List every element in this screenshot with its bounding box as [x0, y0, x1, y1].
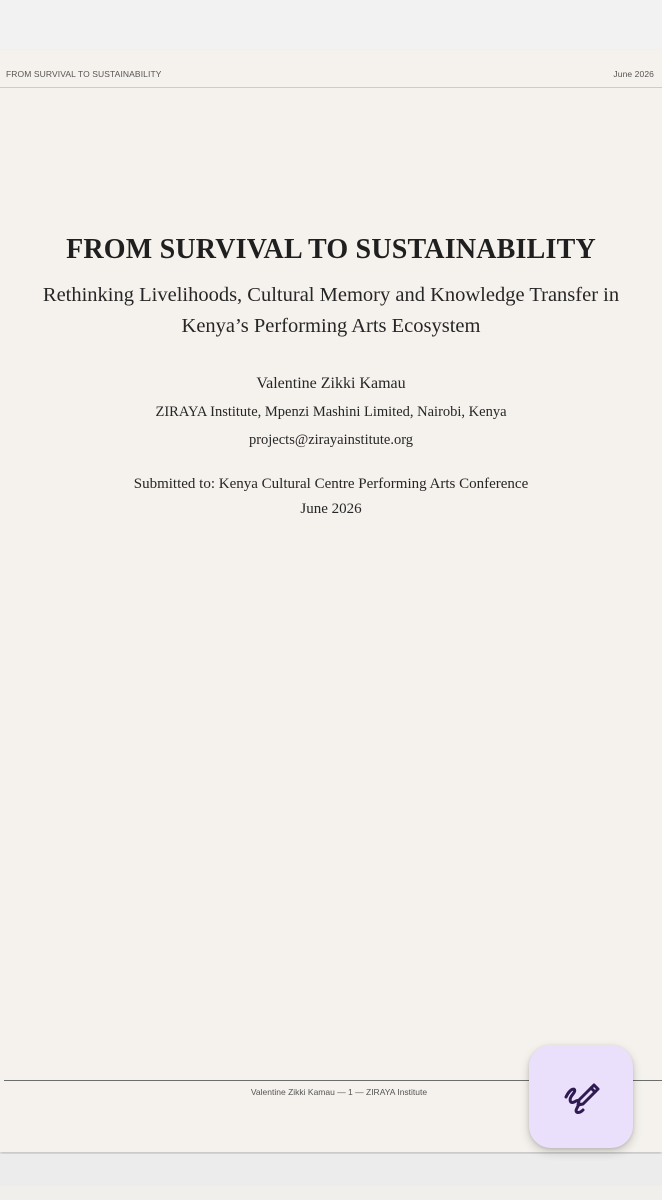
author-email: projects@zirayainstitute.org	[248, 432, 414, 448]
header-divider	[0, 87, 662, 88]
submission-venue: Submitted to: Kenya Cultural Centre Performing Arts Conference	[133, 476, 529, 492]
running-header-title: FROM SURVIVAL TO SUSTAINABILITY	[6, 69, 162, 79]
document-page	[0, 50, 662, 1152]
running-header	[0, 68, 662, 88]
author-name: Valentine Zikki Kamau	[256, 375, 406, 392]
viewer-top-margin	[0, 0, 662, 50]
page-footer: Valentine Zikki Kamau — 1 — ZIRAYA Institute	[250, 1087, 428, 1097]
next-page-edge	[0, 1186, 662, 1200]
document-title: FROM SURVIVAL TO SUSTAINABILITY	[66, 234, 596, 265]
draw-button[interactable]	[529, 1045, 633, 1148]
title-block	[0, 230, 662, 520]
viewer-bottom-margin	[0, 1154, 662, 1200]
draw-pen-icon	[561, 1077, 601, 1117]
author-affiliation: ZIRAYA Institute, Mpenzi Mashini Limited, Nairobi, Kenya	[155, 404, 507, 420]
document-subtitle: Rethinking Livelihoods, Cultural Memory and Knowledge Transfer in Kenya’s Performing Arts Ecosystem	[42, 284, 620, 337]
running-header-date: June 2026	[613, 69, 654, 79]
submission-date: June 2026	[300, 501, 362, 517]
